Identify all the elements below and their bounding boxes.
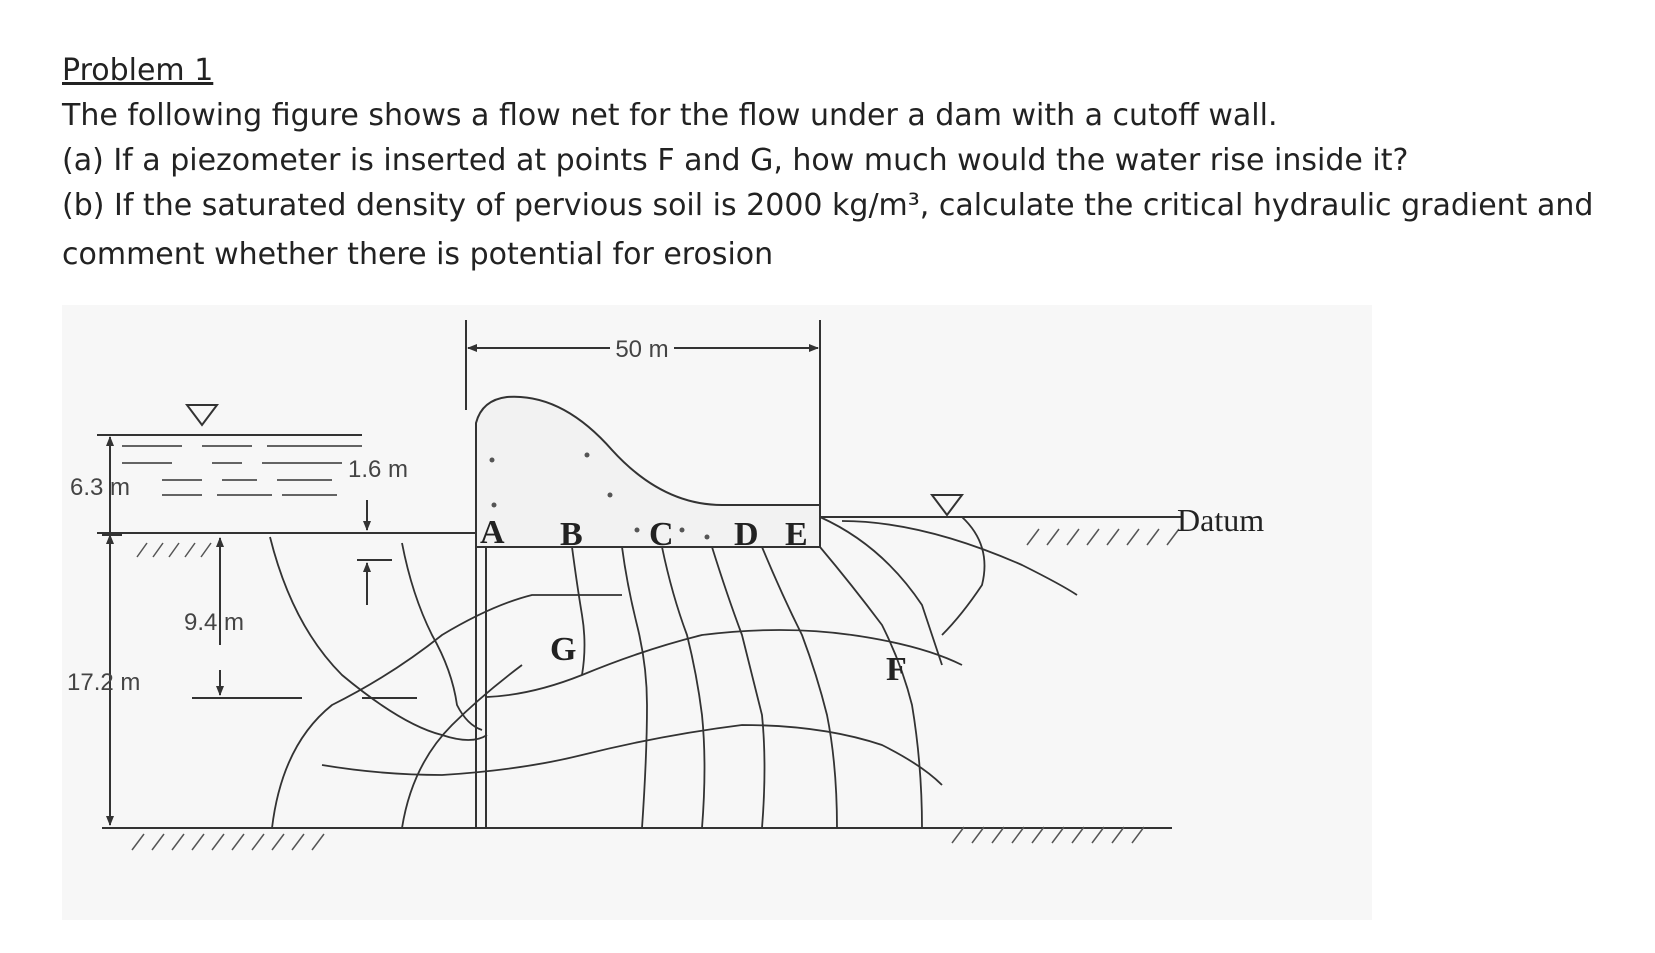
point-c: C bbox=[649, 516, 674, 553]
point-g: G bbox=[550, 631, 577, 668]
point-b: B bbox=[560, 516, 583, 553]
point-a: A bbox=[480, 514, 505, 551]
problem-title: Problem 1 bbox=[62, 53, 214, 88]
flow-lines bbox=[270, 517, 1077, 828]
problem-line-3: (b) If the saturated density of pervious soil is 2000 kg/m³, calculate the critical hydraulic gradient and bbox=[62, 188, 1594, 223]
label-dam-width: 50 m bbox=[615, 336, 669, 363]
dam-body bbox=[476, 397, 820, 547]
label-soil-depth: 17.2 m bbox=[67, 669, 141, 696]
label-cutoff-depth: 9.4 m bbox=[184, 609, 245, 636]
point-f: F bbox=[886, 651, 907, 688]
downstream-level-icon bbox=[932, 495, 962, 515]
point-d: D bbox=[734, 516, 759, 553]
label-datum: Datum bbox=[1177, 502, 1265, 538]
problem-statement bbox=[62, 48, 1622, 277]
flow-net-diagram bbox=[62, 305, 1372, 920]
upstream-level-icon bbox=[187, 405, 217, 425]
problem-line-1: The following figure shows a flow net for the flow under a dam with a cutoff wall. bbox=[62, 98, 1278, 133]
soil-hatching bbox=[132, 529, 1179, 850]
water-hatch bbox=[122, 446, 362, 495]
problem-line-4: comment whether there is potential for erosion bbox=[62, 237, 774, 272]
label-head-drop: 1.6 m bbox=[348, 456, 409, 483]
flow-net-figure bbox=[62, 305, 1372, 920]
problem-line-2: (a) If a piezometer is inserted at points F and G, how much would the water rise inside it? bbox=[62, 143, 1409, 178]
point-e: E bbox=[785, 516, 808, 553]
label-upstream-head: 6.3 m bbox=[70, 474, 131, 501]
